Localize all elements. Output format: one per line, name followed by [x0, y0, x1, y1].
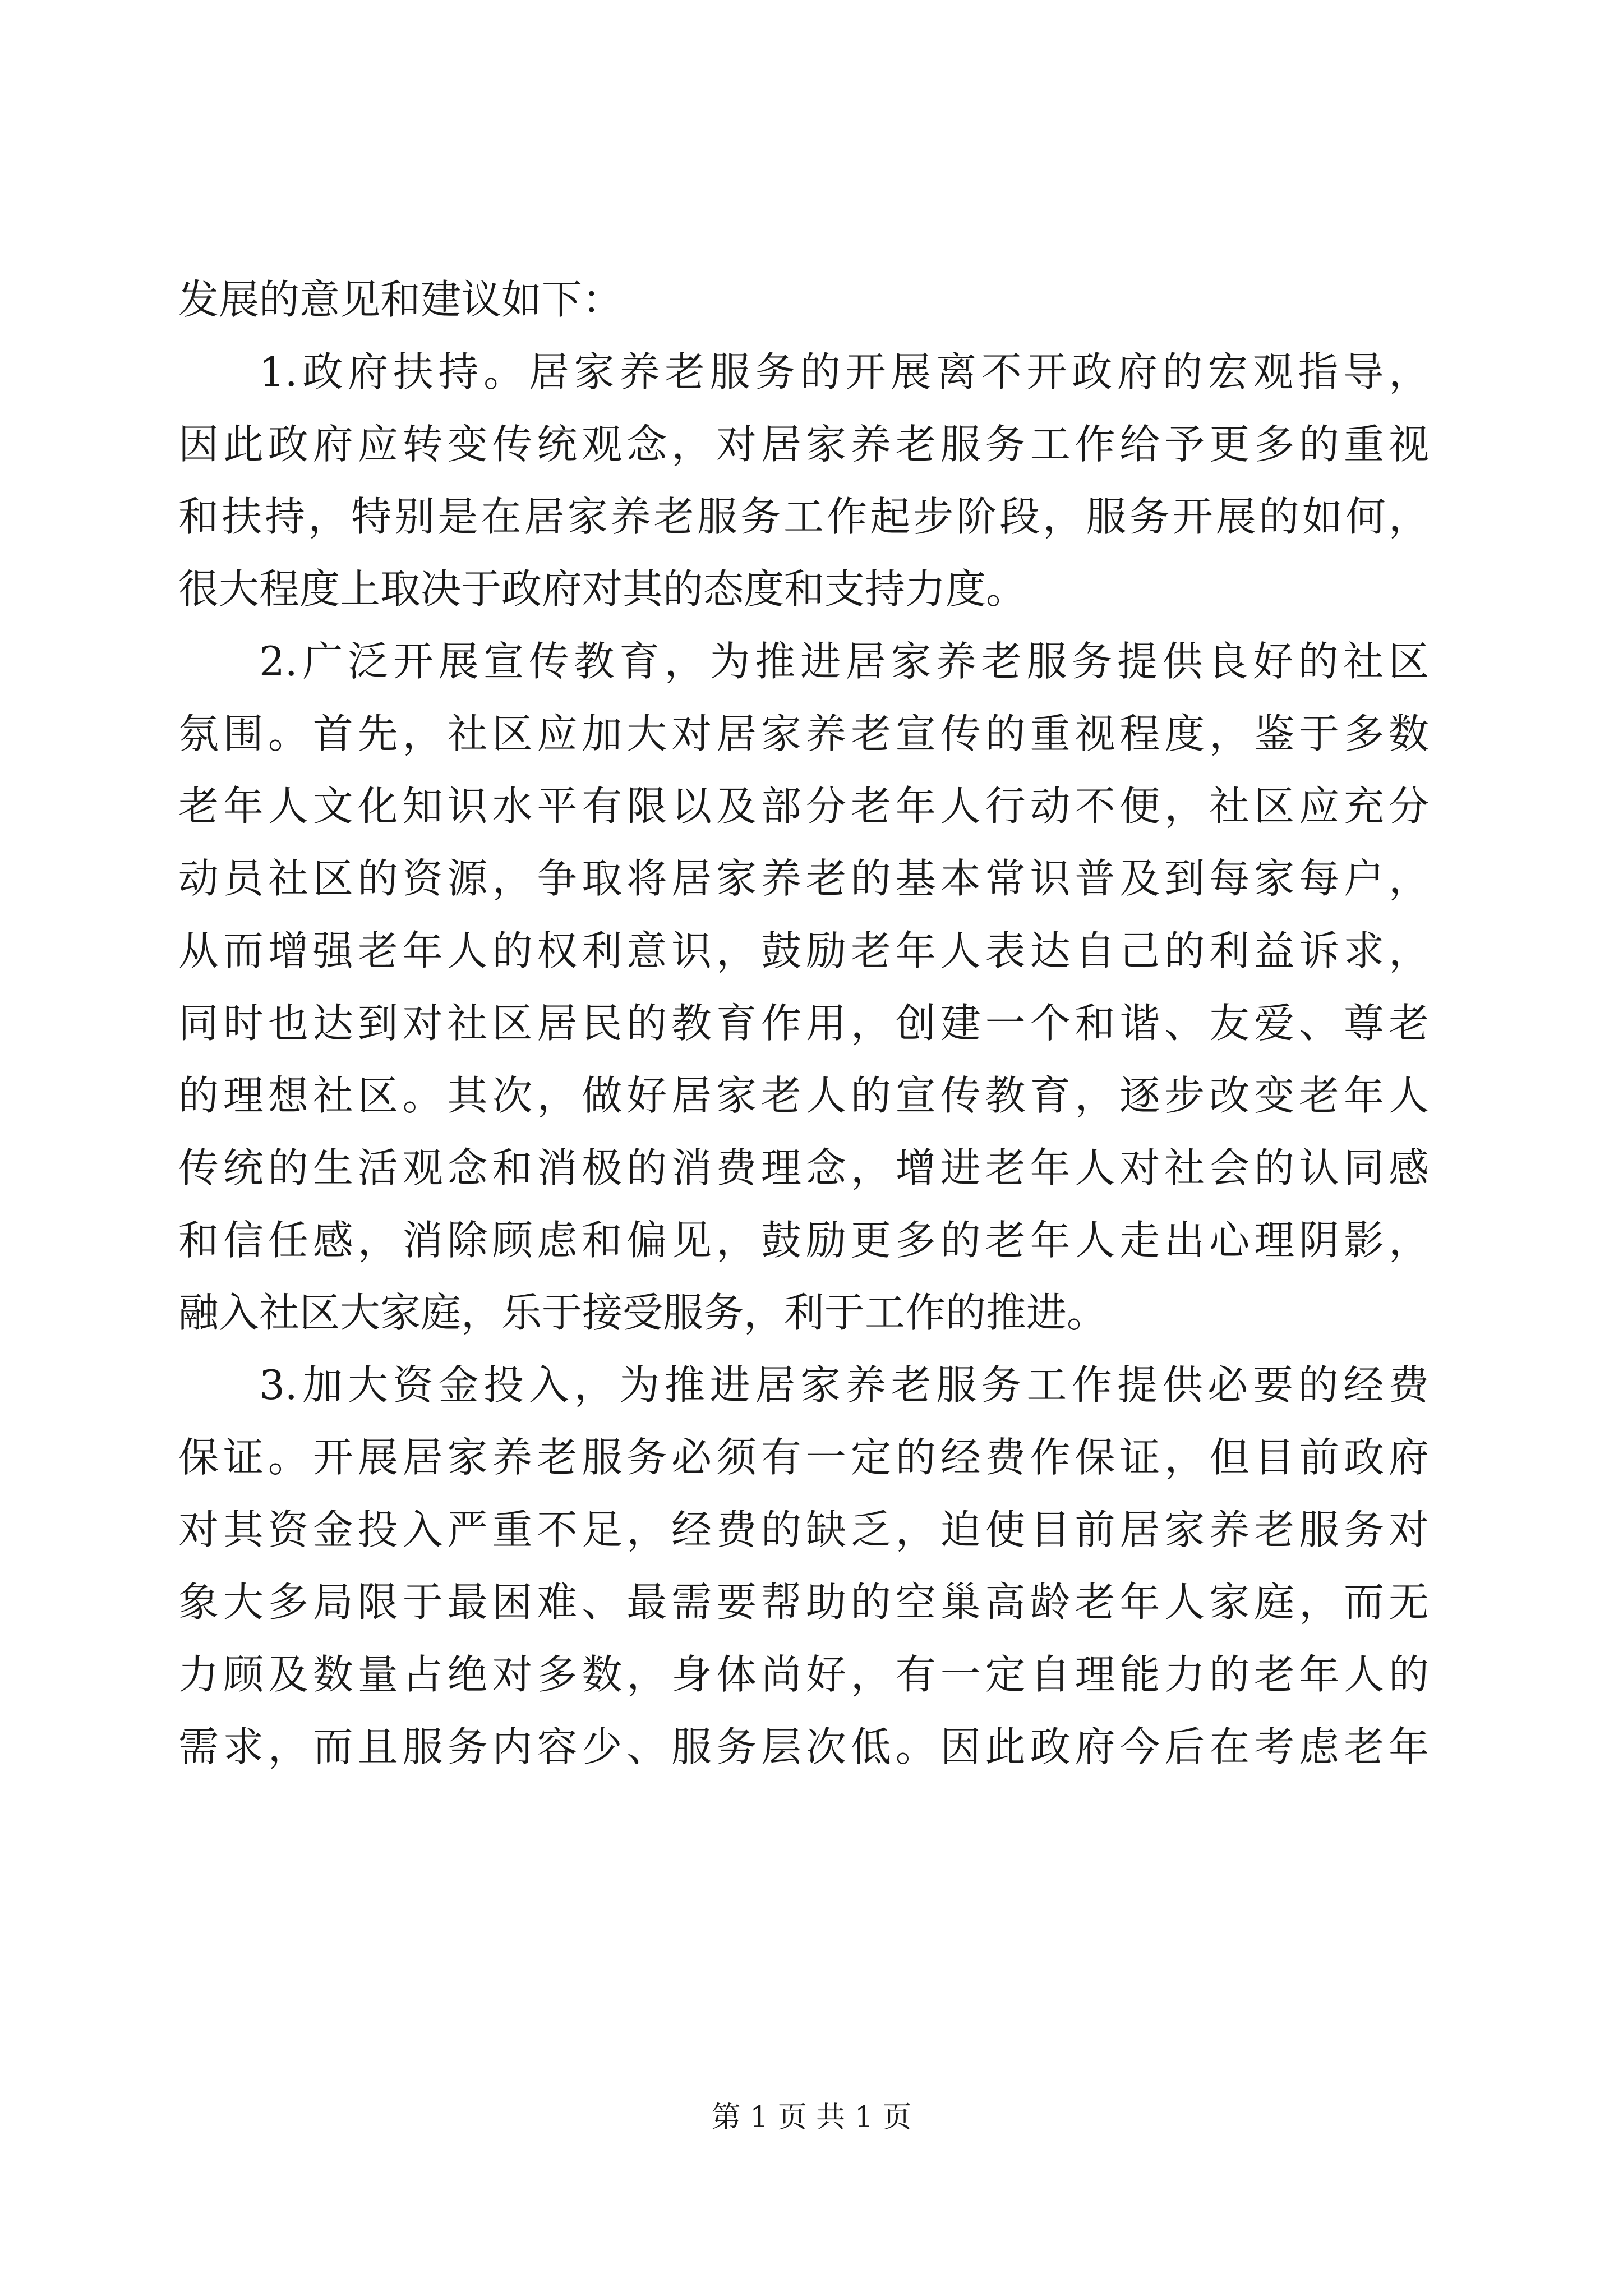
text-line: 老年人文化知识水平有限以及部分老年人行动不便，社区应充分: [178, 783, 1429, 830]
text-line: 对其资金投入严重不足，经费的缺乏，迫使目前居家养老服务对: [178, 1506, 1429, 1553]
text-line: 需求，而且服务内容少、服务层次低。因此政府今后在考虑老年: [178, 1723, 1429, 1770]
text-line: 1.政府扶持。居家养老服务的开展离不开政府的宏观指导，: [259, 348, 1429, 395]
text-line: 和信任感，消除顾虑和偏见，鼓励更多的老年人走出心理阴影，: [178, 1217, 1429, 1264]
text-line: 的理想社区。其次，做好居家老人的宣传教育，逐步改变老年人: [178, 1072, 1429, 1119]
text-line: 发展的意见和建议如下：: [178, 276, 623, 323]
text-line: 融入社区大家庭，乐于接受服务，利于工作的推进。: [178, 1289, 1108, 1336]
text-line: 保证。开展居家养老服务必须有一定的经费作保证，但目前政府: [178, 1434, 1429, 1481]
text-line: 传统的生活观念和消极的消费理念，增进老年人对社会的认同感: [178, 1144, 1429, 1191]
page-footer: 第 1 页 共 1 页: [711, 2101, 912, 2134]
text-line: 同时也达到对社区居民的教育作用，创建一个和谐、友爱、尊老: [178, 1000, 1429, 1047]
text-line: 氛围。首先，社区应加大对居家养老宣传的重视程度，鉴于多数: [178, 710, 1429, 757]
text-line: 3.加大资金投入，为推进居家养老服务工作提供必要的经费: [259, 1361, 1429, 1409]
text-line: 力顾及数量占绝对多数，身体尚好，有一定自理能力的老年人的: [178, 1651, 1429, 1698]
text-line: 很大程度上取决于政府对其的态度和支持力度。: [178, 565, 1027, 613]
text-line: 动员社区的资源，争取将居家养老的基本常识普及到每家每户，: [178, 855, 1429, 902]
text-line: 因此政府应转变传统观念，对居家养老服务工作给予更多的重视: [178, 421, 1429, 468]
text-line: 从而增强老年人的权利意识，鼓励老年人表达自己的利益诉求，: [178, 927, 1429, 974]
text-line: 2.广泛开展宣传教育，为推进居家养老服务提供良好的社区: [259, 638, 1429, 685]
document-body: [178, 264, 1429, 1783]
text-line: 象大多局限于最困难、最需要帮助的空巢高龄老年人家庭，而无: [178, 1579, 1429, 1626]
text-line: 和扶持，特别是在居家养老服务工作起步阶段，服务开展的如何，: [178, 493, 1429, 540]
